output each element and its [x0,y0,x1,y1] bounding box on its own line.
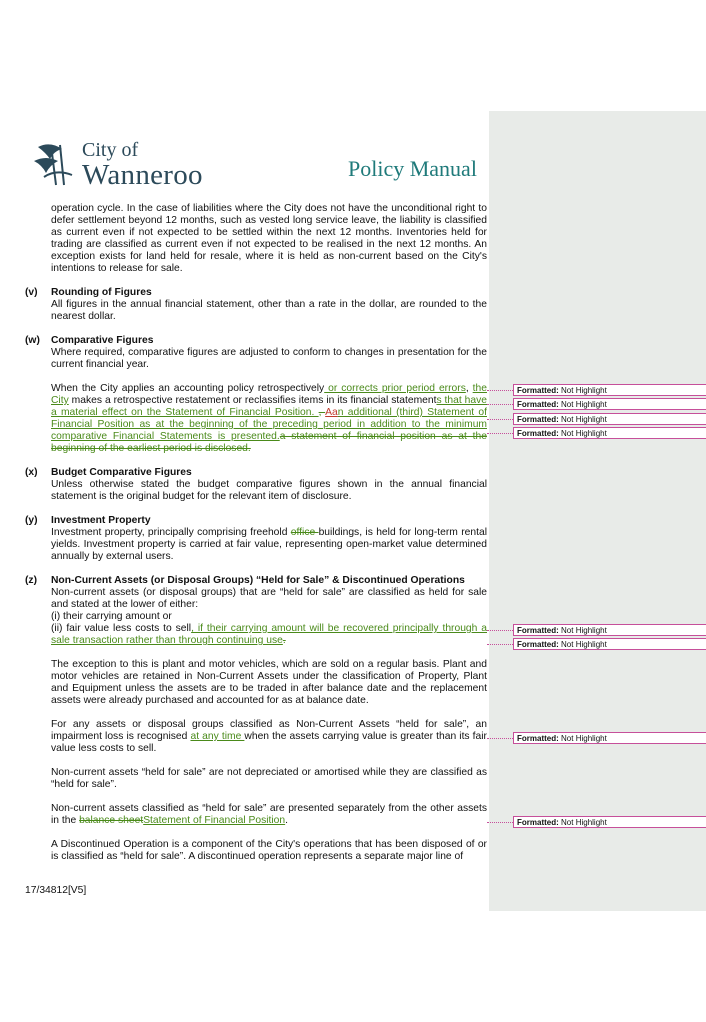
deletion: office [290,527,319,538]
deletion: balance sheet [79,815,144,826]
section-text: For any assets or disposal groups classified as Non-Current Assets “held for sale”, an impairment loss is recognised at any time when the assets carrying value is greater than its fair value less costs to sell. [51,719,487,754]
section-heading: Non-Current Assets (or Disposal Groups) “Held for Sale” & Discontinued Operations [51,575,465,586]
document-body [25,203,487,863]
section-heading: Comparative Figures [51,335,154,346]
section-text: Unless otherwise stated the budget comparative figures shown in the annual financial statement is the original budget for the relevant item of disclosure. [51,479,487,502]
section-x [25,467,487,503]
comment-leader [487,419,513,420]
comment-leader [487,644,513,645]
section-y [25,515,487,563]
insertion: or corrects prior period errors [324,383,466,394]
section-text: All figures in the annual financial statement, other than a rate in the dollar, are rounded to the nearest dollar. [51,299,487,322]
section-text: Non-current assets classified as “held for sale” are presented separately from the other assets in the balance sheetStatement of Financial Position. [51,803,487,826]
section-text: Non-current assets “held for sale” are not depreciated or amortised while they are classified as “held for sale”. [51,767,487,790]
city-logo [32,139,222,194]
section-letter: (x) [25,467,38,478]
section-letter: (z) [25,575,38,586]
section-heading: Investment Property [51,515,151,526]
section-letter: (v) [25,287,38,298]
comment-balloon[interactable]: Formatted: Not Highlight [513,624,706,636]
comment-balloon[interactable]: Formatted: Not Highlight [513,398,706,410]
comment-balloon[interactable]: Formatted: Not Highlight [513,384,706,396]
comment-leader [487,433,513,434]
intro-paragraph: operation cycle. In the case of liabilities where the City does not have the unconditional right to defer settlement beyond 12 months, such as vested long service leave, the liability is classified as current even if not expected to be settled within the next 12 months. Inventories held for trading are classified as current even if not expected to be realised in the next 12 months. An exception exists for land held for resale, where it is held as non-current based on the City's intentions to release for sale. [51,203,487,274]
deletion: , [318,407,326,418]
logo-city-text: City of [82,139,139,161]
deletion: . [282,635,286,646]
comment-leader [487,390,513,391]
insertion: at any time [190,731,245,742]
insertion: Aa [325,407,338,418]
section-text: Investment property, principally comprising freehold office buildings, is held for long-term rental yields. Investment property is carried at fair value, representing open-market value determined annually by external users. [51,527,487,562]
section-text: A Discontinued Operation is a component of the City's operations that has been disposed of or is classified as “held for sale”. A discontinued operation represents a separate major line of [51,839,487,862]
insertion: n additional (third) Statement of Financial Position as at the beginning of the preceding period in addition to the minimum comparative Financial Statements is presented. [51,407,487,442]
comment-leader [487,630,513,631]
insertion: Statement of Financial Position [143,815,286,826]
comment-balloon[interactable]: Formatted: Not Highlight [513,427,706,439]
section-v [25,287,487,323]
page-title: Policy Manual [348,156,477,181]
deletion: a statement of financial position as at the beginning of the earliest period is disclosed. [51,431,487,454]
insertion: , if their carrying amount will be recovered principally through a sale transaction rather than through continuing use [51,623,487,646]
section-text: The exception to this is plant and motor vehicles, which are sold on a regular basis. Plant and motor vehicles are retained in Non-Current Assets under the classification of Property, Plant and Equipment unless the assets are to be traded in after balance date and the replacement assets were already purchased and accounted for as at balance date. [51,659,487,706]
comment-balloon[interactable]: Formatted: Not Highlight [513,638,706,650]
banksia-icon [32,139,80,189]
comment-balloon[interactable]: Formatted: Not Highlight [513,816,706,828]
document-reference: 17/34812[V5] [25,885,87,896]
comment-balloon[interactable]: Formatted: Not Highlight [513,732,706,744]
section-letter: (y) [25,515,38,526]
section-letter: (w) [25,335,40,346]
section-text: Where required, comparative figures are adjusted to conform to changes in presentation for the current financial year. [51,347,487,370]
list-item: (i) their carrying amount or [51,611,172,622]
section-z [25,575,487,863]
comment-balloon[interactable]: Formatted: Not Highlight [513,413,706,425]
tracked-change-paragraph: When the City applies an accounting policy retrospectively or corrects prior period errors, the City makes a retrospective restatement or reclassifies items in its financial statements that have a material effect on the Statement of Financial Position. , Aan additional (third) Statement of Financial Position as at the beginning of the preceding period in addition to the minimum comparative Financial Statements is presented.a statement of financial position as at the beginning of the earliest period is disclosed. [51,383,488,454]
comment-leader [487,404,513,405]
section-heading: Rounding of Figures [51,287,152,298]
insertion: s that have a material effect on the Statement of Financial Position. [51,395,488,418]
logo-name-text: Wanneroo [82,159,203,191]
comment-margin [489,111,706,911]
section-text: Non-current assets (or disposal groups) that are “held for sale” are classified as held for sale and stated at the lower of either: [51,587,487,610]
section-w [25,335,487,455]
comment-leader [487,822,513,823]
insertion: the City [51,383,487,406]
section-heading: Budget Comparative Figures [51,467,192,478]
list-item: (ii) fair value less costs to sell, if their carrying amount will be recovered principally through a sale transaction rather than through continuing use. [51,623,487,646]
comment-leader [487,738,513,739]
